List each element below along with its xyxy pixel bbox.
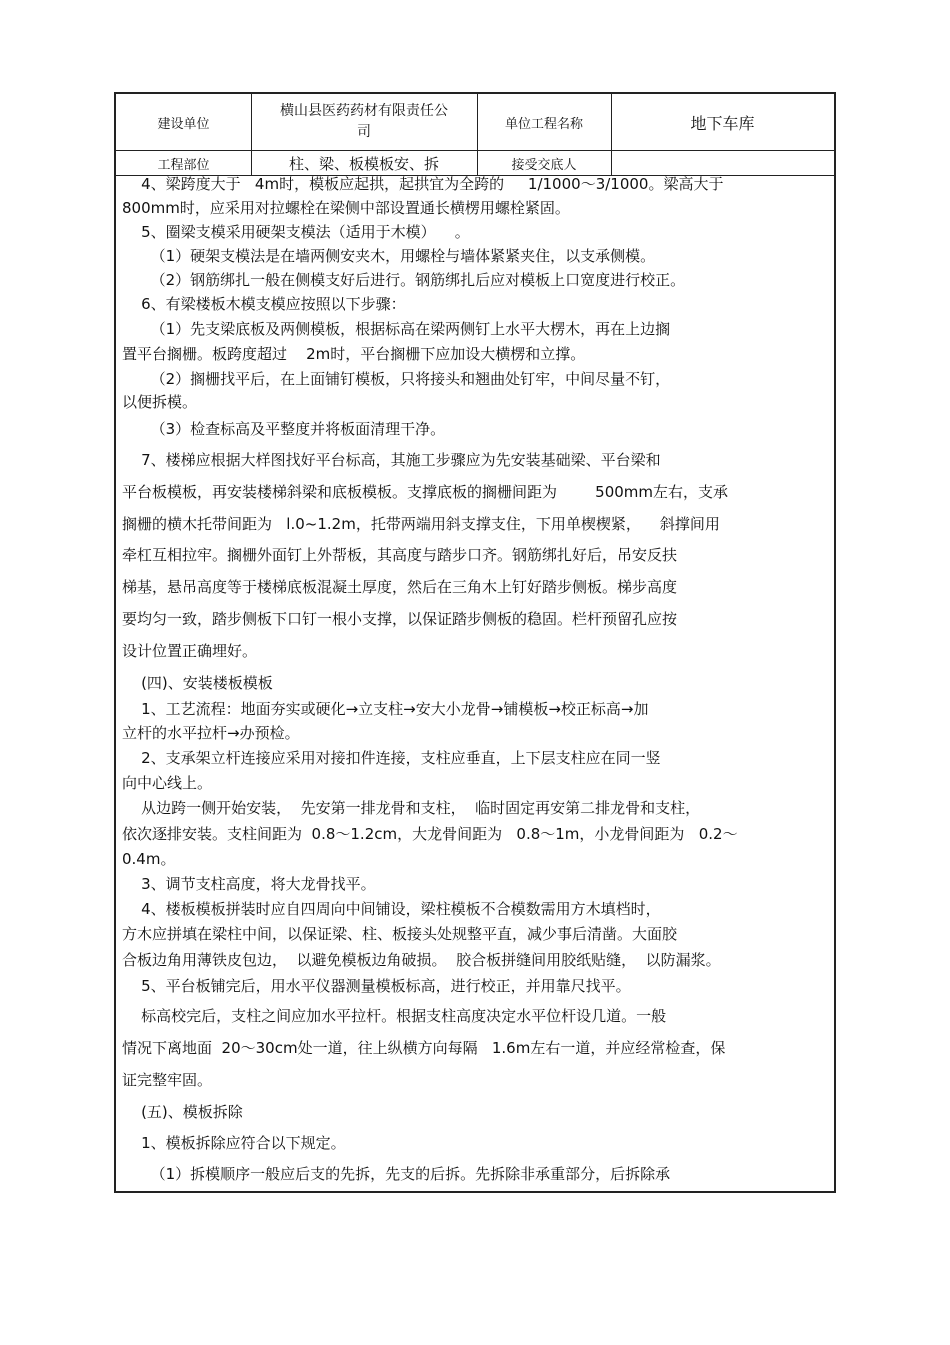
receiver-label: 接受交底人 [511,157,577,173]
content-line: （1）先支梁底板及两侧模板，根据标高在梁两侧钉上水平大楞木，再在上边搁 [122,320,671,338]
content-line: 1、模板拆除应符合以下规定。 [122,1134,346,1152]
content-line: 证完整牢固。 [122,1071,213,1089]
content-line: 梯基，悬吊高度等于楼梯底板混凝土厚度，然后在三角木上钉好踏步侧板。梯步高度 [122,578,678,596]
content-line: 情况下离地面 20～30cm处一道，往上纵横方向每隔 1.6m左右一道，并应经常检查，保 [122,1039,726,1057]
content-line: （2）搁栅找平后，在上面铺钉模板，只将接头和翘曲处钉牢，中间尽量不钉， [122,370,671,388]
content-line: 设计位置正确埋好。 [122,642,258,660]
content-line: 7、楼梯应根据大样图找好平台标高，其施工步骤应为先安装基础梁、平台梁和 [122,451,661,469]
build-unit-value [251,94,477,150]
build-unit-value-line1: 横山县医药药材有限责任公 [280,103,448,119]
content-line: 平台板模板，再安装楼梯斜梁和底板模板。支撑底板的搁栅间距为 500mm左右，支承 [122,483,729,501]
project-part-label: 工程部位 [157,157,210,173]
content-line: 5、平台板铺完后，用水平仪器测量模板标高，进行校正，并用靠尺找平。 [122,977,631,995]
build-unit-label: 建设单位 [157,116,210,132]
header-row-2 [116,151,834,176]
content-line: 立杆的水平拉杆→办预检。 [122,724,300,742]
content-line: 置平台搁栅。板跨度超过 2m时，平台搁栅下应加设大横楞和立撑。 [122,345,586,363]
receiver-value [611,151,834,175]
unit-project-label: 单位工程名称 [504,116,583,132]
content-line: 从边跨一侧开始安装， 先安第一排龙骨和支柱， 临时固定再安第二排龙骨和支柱， [122,799,701,817]
content-line: 搁栅的横木托带间距为 l.0~1.2m，托带两端用斜支撑支住，下用单楔楔紧， 斜撑间用 [122,515,720,533]
content-line: 1、工艺流程：地面夯实或硬化→立支柱→安大小龙骨→铺模板→校正标高→加 [122,700,649,718]
content-line: （3）检查标高及平整度并将板面清理干净。 [122,420,446,438]
header-row-1 [116,94,834,151]
content-line: 4、楼板模板拼装时应自四周向中间铺设，梁柱模板不合模数需用方木填档时， [122,900,661,918]
content-line: 依次逐排安装。支柱间距为 0.8～1.2cm，大龙骨间距为 0.8～1m，小龙骨间距为 0.2～ [122,825,738,843]
content-line: (五)、模板拆除 [122,1103,243,1121]
unit-project-value: 地下车库 [690,113,755,133]
content-body [116,176,834,1191]
content-line: （2）钢筋绑扎一般在侧模支好后进行。钢筋绑扎后应对模板上口宽度进行校正。 [122,271,686,289]
content-line: 3、调节支柱高度，将大龙骨找平。 [122,875,376,893]
content-line: 5、圈梁支模采用硬架支模法（适用于木模） 。 [122,223,470,241]
project-part-value: 柱、梁、板模板安、拆 [288,154,439,173]
content-line: （1）硬架支模法是在墙两侧安夹木，用螺栓与墙体紧紧夹住，以支承侧模。 [122,247,656,265]
content-line: 以便拆模。 [122,393,198,411]
content-line: 800mm时，应采用对拉螺栓在梁侧中部设置通长横楞用螺栓紧固。 [122,199,570,217]
content-line: 6、有梁楼板木模支模应按照以下步骤： [122,295,406,313]
content-line: 方木应拼填在梁柱中间，以保证梁、柱、板接头处规整平直，减少事后清凿。大面胶 [122,925,678,943]
content-line: 标高校完后，支柱之间应加水平拉杆。根据支柱高度决定水平位杆设几道。一般 [122,1007,667,1025]
build-unit-value-line2: 司 [357,124,371,140]
content-line: 0.4m。 [122,850,176,868]
content-line: （1）拆模顺序一般应后支的先拆，先支的后拆。先拆除非承重部分，后拆除承 [122,1165,671,1183]
content-line: 4、梁跨度大于 4m时，模板应起拱，起拱宜为全跨的 1/1000～3/1000。梁高大于 [122,175,724,193]
content-line: 要均匀一致，踏步侧板下口钉一根小支撑，以保证踏步侧板的稳固。栏杆预留孔应按 [122,610,678,628]
content-line: 合板边角用薄铁皮包边， 以避免模板边角破损。 胶合板拼缝间用胶纸贴缝， 以防漏浆。 [122,951,721,969]
content-line: (四)、安装楼板模板 [122,674,273,692]
content-line: 牵杠互相拉牢。搁栅外面钉上外帮板，其高度与踏步口齐。钢筋绑扎好后，吊安反扶 [122,546,678,564]
disclosure-table [114,92,836,1193]
content-line: 2、支承架立杆连接应采用对接扣件连接，支柱应垂直，上下层支柱应在同一竖 [122,749,661,767]
content-line: 向中心线上。 [122,774,213,792]
